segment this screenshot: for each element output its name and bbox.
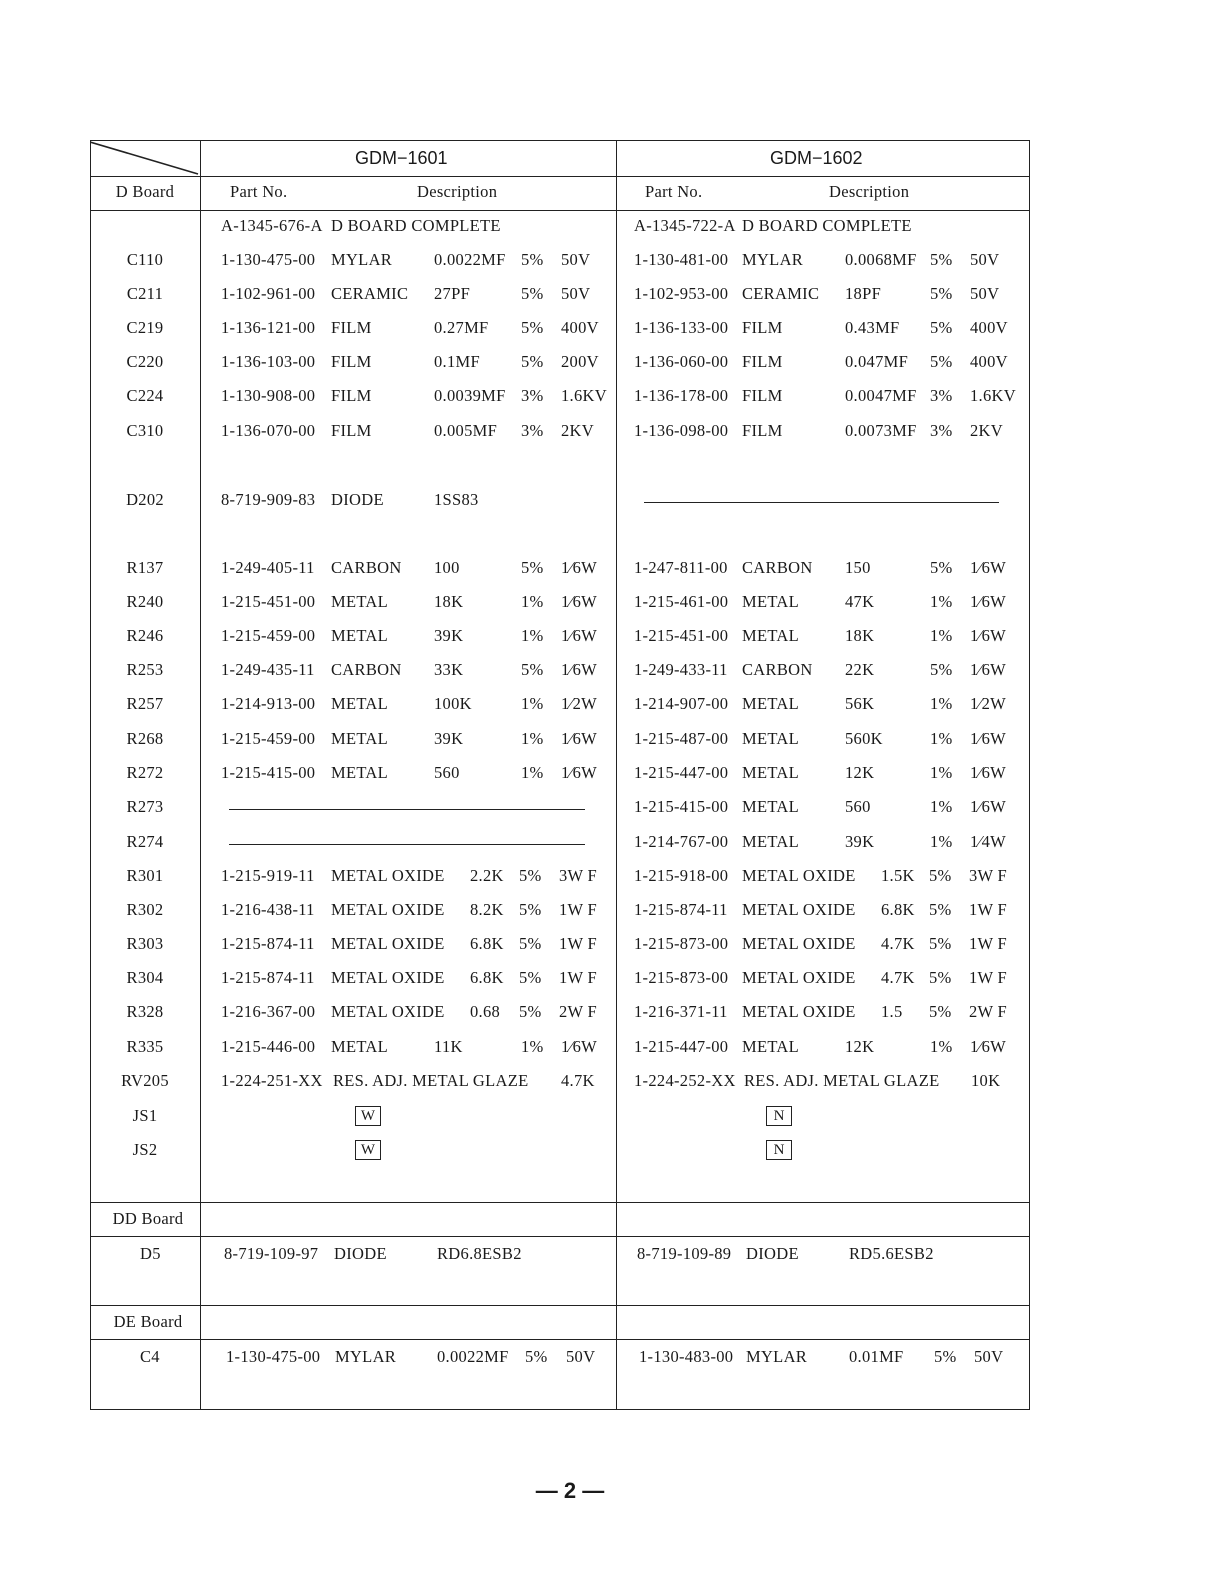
de-board-header-line: [90, 1339, 1030, 1340]
row-c219-rating-a: 400V: [561, 318, 599, 337]
row-c224-rating-a: 1.6KV: [561, 386, 607, 405]
row-r304-rating-b: 1W F: [969, 968, 1008, 987]
row-c219-type-a: FILM: [331, 318, 372, 337]
row-r240-ref: R240: [126, 592, 164, 611]
row-d202-value-a: 1SS83: [434, 490, 479, 509]
row-c4-value-a: 0.0022MF: [437, 1347, 509, 1366]
row-r257-tolerance-a: 1%: [521, 694, 544, 713]
row-r240-rating-a: 1⁄6W: [561, 592, 598, 611]
row-c211-part-no-b: 1-102-953-00: [634, 284, 729, 303]
row-c219-part-no-a: 1-136-121-00: [221, 318, 316, 337]
row-r246-ref: R246: [126, 626, 164, 645]
row-c219-rating-b: 400V: [970, 318, 1008, 337]
row-r304-rating-a: 1W F: [559, 968, 598, 987]
row-c310-value-a: 0.005MF: [434, 421, 498, 440]
row-r301-ref: R301: [126, 866, 164, 885]
row-d5-value-b: RD5.6ESB2: [849, 1244, 934, 1263]
row-r304-value-a: 6.8K: [470, 968, 504, 987]
row-r273-value-b: 560: [845, 797, 871, 816]
row-c211-type-b: CERAMIC: [742, 284, 820, 303]
row-r274-not-used-a: [229, 844, 585, 845]
row-r303-value-b: 4.7K: [881, 934, 915, 953]
row-r301-value-b: 1.5K: [881, 866, 915, 885]
row-r246-rating-b: 1⁄6W: [970, 626, 1007, 645]
row-r268-type-b: METAL: [742, 729, 800, 748]
row-r253-part-no-a: 1-249-435-11: [221, 660, 315, 679]
row-r335-part-no-b: 1-215-447-00: [634, 1037, 729, 1056]
row-r268-part-no-a: 1-215-459-00: [221, 729, 316, 748]
row-r137-type-a: CARBON: [331, 558, 402, 577]
row-complete-type-a: D BOARD COMPLETE: [331, 216, 501, 235]
row-c211-tolerance-a: 5%: [521, 284, 544, 303]
row-r303-rating-a: 1W F: [559, 934, 598, 953]
row-c220-rating-a: 200V: [561, 352, 599, 371]
row-r240-type-a: METAL: [331, 592, 389, 611]
row-c220-part-no-a: 1-136-103-00: [221, 352, 316, 371]
row-r240-value-b: 47K: [845, 592, 875, 611]
part-no-header-a: Part No.: [230, 182, 288, 201]
row-c310-type-b: FILM: [742, 421, 783, 440]
row-r303-tolerance-b: 5%: [929, 934, 952, 953]
corner-diagonal: [90, 140, 200, 176]
row-r335-rating-a: 1⁄6W: [561, 1037, 598, 1056]
row-c4-type-b: MYLAR: [746, 1347, 808, 1366]
row-r273-ref: R273: [126, 797, 164, 816]
row-r253-rating-a: 1⁄6W: [561, 660, 598, 679]
row-c4-tolerance-a: 5%: [525, 1347, 548, 1366]
row-js1-jumper-box-b: N: [766, 1106, 792, 1126]
row-r335-rating-b: 1⁄6W: [970, 1037, 1007, 1056]
row-c224-tolerance-a: 3%: [521, 386, 544, 405]
row-r335-tolerance-a: 1%: [521, 1037, 544, 1056]
row-r253-type-b: CARBON: [742, 660, 813, 679]
row-complete-type-b: D BOARD COMPLETE: [742, 216, 912, 235]
row-r137-rating-a: 1⁄6W: [561, 558, 598, 577]
row-r301-part-no-b: 1-215-918-00: [634, 866, 729, 885]
row-c220-ref: C220: [126, 352, 164, 371]
row-r137-rating-b: 1⁄6W: [970, 558, 1007, 577]
row-r304-ref: R304: [126, 968, 164, 987]
row-r137-ref: R137: [126, 558, 164, 577]
row-r302-type-a: METAL OXIDE: [331, 900, 445, 919]
row-r253-rating-b: 1⁄6W: [970, 660, 1007, 679]
row-r272-ref: R272: [126, 763, 164, 782]
row-r268-tolerance-a: 1%: [521, 729, 544, 748]
row-c224-value-a: 0.0039MF: [434, 386, 506, 405]
row-c310-tolerance-a: 3%: [521, 421, 544, 440]
row-r257-part-no-a: 1-214-913-00: [221, 694, 316, 713]
row-r274-rating-b: 1⁄4W: [970, 832, 1007, 851]
row-js2-jumper-box-b: N: [766, 1140, 792, 1160]
row-r328-ref: R328: [126, 1002, 164, 1021]
row-r253-type-a: CARBON: [331, 660, 402, 679]
row-c310-tolerance-b: 3%: [930, 421, 953, 440]
row-r240-part-no-a: 1-215-451-00: [221, 592, 316, 611]
row-r274-value-b: 39K: [845, 832, 875, 851]
row-r273-type-b: METAL: [742, 797, 800, 816]
description-header-b: Description: [829, 182, 910, 201]
row-r257-value-a: 100K: [434, 694, 472, 713]
row-d5-type-a: DIODE: [334, 1244, 387, 1263]
row-c219-part-no-b: 1-136-133-00: [634, 318, 729, 337]
row-r272-type-b: METAL: [742, 763, 800, 782]
row-r335-value-a: 11K: [434, 1037, 463, 1056]
row-r257-tolerance-b: 1%: [930, 694, 953, 713]
row-d202-part-no-a: 8-719-909-83: [221, 490, 316, 509]
row-c110-rating-a: 50V: [561, 250, 591, 269]
row-d5-value-a: RD6.8ESB2: [437, 1244, 522, 1263]
row-c4-part-no-a: 1-130-475-00: [226, 1347, 321, 1366]
row-r301-type-b: METAL OXIDE: [742, 866, 856, 885]
model-gdm-1602: GDM−1602: [770, 148, 863, 168]
row-r304-tolerance-a: 5%: [519, 968, 542, 987]
row-c219-ref: C219: [126, 318, 164, 337]
row-r335-tolerance-b: 1%: [930, 1037, 953, 1056]
row-rv205-part-no-b: 1-224-252-XX: [634, 1071, 736, 1090]
row-r303-rating-b: 1W F: [969, 934, 1008, 953]
row-r301-value-a: 2.2K: [470, 866, 504, 885]
row-r335-type-b: METAL: [742, 1037, 800, 1056]
model-column-divider: [616, 140, 617, 1410]
row-r302-type-b: METAL OXIDE: [742, 900, 856, 919]
row-d5-part-no-b: 8-719-109-89: [637, 1244, 732, 1263]
row-r335-ref: R335: [126, 1037, 164, 1056]
row-r272-part-no-a: 1-215-415-00: [221, 763, 316, 782]
description-header-a: Description: [417, 182, 498, 201]
row-d5-type-b: DIODE: [746, 1244, 799, 1263]
row-c224-type-b: FILM: [742, 386, 783, 405]
row-r240-part-no-b: 1-215-461-00: [634, 592, 729, 611]
row-r137-tolerance-a: 5%: [521, 558, 544, 577]
row-r257-type-a: METAL: [331, 694, 389, 713]
row-c4-ref: C4: [140, 1347, 160, 1366]
row-r302-tolerance-b: 5%: [929, 900, 952, 919]
row-c211-rating-b: 50V: [970, 284, 1000, 303]
row-c219-value-b: 0.43MF: [845, 318, 900, 337]
row-c211-tolerance-b: 5%: [930, 284, 953, 303]
model-header-line: [90, 176, 1030, 177]
row-r268-ref: R268: [126, 729, 164, 748]
de-board-top-line: [90, 1305, 1030, 1306]
dd-board-header-line: [90, 1236, 1030, 1237]
row-complete-part-no-b: A-1345-722-A: [634, 216, 736, 235]
row-r328-rating-a: 2W F: [559, 1002, 598, 1021]
row-r303-value-a: 6.8K: [470, 934, 504, 953]
row-r272-value-b: 12K: [845, 763, 875, 782]
row-r246-tolerance-a: 1%: [521, 626, 544, 645]
row-r246-value-a: 39K: [434, 626, 464, 645]
part-no-header-b: Part No.: [645, 182, 703, 201]
row-rv205-value-a: 4.7K: [561, 1071, 595, 1090]
row-c110-tolerance-a: 5%: [521, 250, 544, 269]
row-c4-tolerance-b: 5%: [934, 1347, 957, 1366]
row-c211-value-a: 27PF: [434, 284, 471, 303]
row-r274-part-no-b: 1-214-767-00: [634, 832, 729, 851]
row-r272-part-no-b: 1-215-447-00: [634, 763, 729, 782]
row-c110-value-b: 0.0068MF: [845, 250, 917, 269]
row-r303-part-no-b: 1-215-873-00: [634, 934, 729, 953]
row-c220-rating-b: 400V: [970, 352, 1008, 371]
row-r328-value-a: 0.68: [470, 1002, 501, 1021]
row-r301-rating-b: 3W F: [969, 866, 1008, 885]
row-r268-value-a: 39K: [434, 729, 464, 748]
row-r272-tolerance-a: 1%: [521, 763, 544, 782]
row-r137-part-no-a: 1-249-405-11: [221, 558, 315, 577]
row-c211-part-no-a: 1-102-961-00: [221, 284, 316, 303]
row-r302-ref: R302: [126, 900, 164, 919]
row-r304-value-b: 4.7K: [881, 968, 915, 987]
row-r268-tolerance-b: 1%: [930, 729, 953, 748]
dd-board-label: DD Board: [112, 1209, 184, 1228]
row-r268-rating-b: 1⁄6W: [970, 729, 1007, 748]
row-rv205-type-a: RES. ADJ. METAL GLAZE: [333, 1071, 529, 1090]
row-r328-rating-b: 2W F: [969, 1002, 1008, 1021]
row-r304-tolerance-b: 5%: [929, 968, 952, 987]
row-r303-part-no-a: 1-215-874-11: [221, 934, 315, 953]
row-c219-value-a: 0.27MF: [434, 318, 489, 337]
row-r272-rating-a: 1⁄6W: [561, 763, 598, 782]
row-r246-rating-a: 1⁄6W: [561, 626, 598, 645]
row-r137-tolerance-b: 5%: [930, 558, 953, 577]
row-r257-part-no-b: 1-214-907-00: [634, 694, 729, 713]
row-r272-type-a: METAL: [331, 763, 389, 782]
row-rv205-value-b: 10K: [971, 1071, 1001, 1090]
row-r301-type-a: METAL OXIDE: [331, 866, 445, 885]
row-c224-part-no-a: 1-130-908-00: [221, 386, 316, 405]
row-c110-rating-b: 50V: [970, 250, 1000, 269]
row-r302-rating-a: 1W F: [559, 900, 598, 919]
row-rv205-type-b: RES. ADJ. METAL GLAZE: [744, 1071, 940, 1090]
row-c110-part-no-a: 1-130-475-00: [221, 250, 316, 269]
row-r137-value-a: 100: [434, 558, 460, 577]
row-js2-jumper-box-a: W: [355, 1140, 381, 1160]
row-c310-rating-b: 2KV: [970, 421, 1003, 440]
row-c220-tolerance-a: 5%: [521, 352, 544, 371]
row-d5-ref: D5: [140, 1244, 161, 1263]
row-r253-part-no-b: 1-249-433-11: [634, 660, 728, 679]
row-r240-type-b: METAL: [742, 592, 800, 611]
row-r246-part-no-b: 1-215-451-00: [634, 626, 729, 645]
row-r273-not-used-a: [229, 809, 585, 810]
row-c310-part-no-a: 1-136-070-00: [221, 421, 316, 440]
board-header: D Board: [115, 182, 175, 201]
row-rv205-part-no-a: 1-224-251-XX: [221, 1071, 323, 1090]
row-c4-rating-b: 50V: [974, 1347, 1004, 1366]
row-r302-value-a: 8.2K: [470, 900, 504, 919]
row-r257-rating-a: 1⁄2W: [561, 694, 598, 713]
row-c211-type-a: CERAMIC: [331, 284, 409, 303]
row-r274-tolerance-b: 1%: [930, 832, 953, 851]
row-r246-value-b: 18K: [845, 626, 875, 645]
row-r137-value-b: 150: [845, 558, 871, 577]
row-r304-type-b: METAL OXIDE: [742, 968, 856, 987]
row-c219-tolerance-a: 5%: [521, 318, 544, 337]
row-c220-value-a: 0.1MF: [434, 352, 480, 371]
row-d202-ref: D202: [126, 490, 164, 509]
row-r328-type-a: METAL OXIDE: [331, 1002, 445, 1021]
row-r268-type-a: METAL: [331, 729, 389, 748]
row-r328-part-no-b: 1-216-371-11: [634, 1002, 728, 1021]
row-js1-ref: JS1: [132, 1106, 158, 1125]
row-c219-type-b: FILM: [742, 318, 783, 337]
row-r302-part-no-a: 1-216-438-11: [221, 900, 315, 919]
row-r253-value-b: 22K: [845, 660, 875, 679]
row-r257-value-b: 56K: [845, 694, 875, 713]
row-c310-type-a: FILM: [331, 421, 372, 440]
de-board-label: DE Board: [113, 1312, 183, 1331]
row-r137-part-no-b: 1-247-811-00: [634, 558, 728, 577]
row-r272-tolerance-b: 1%: [930, 763, 953, 782]
model-gdm-1601: GDM−1601: [355, 148, 448, 168]
row-r303-type-b: METAL OXIDE: [742, 934, 856, 953]
row-r273-tolerance-b: 1%: [930, 797, 953, 816]
row-r272-value-a: 560: [434, 763, 460, 782]
row-r303-ref: R303: [126, 934, 164, 953]
row-r302-value-b: 6.8K: [881, 900, 915, 919]
row-rv205-ref: RV205: [121, 1071, 169, 1090]
row-r274-ref: R274: [126, 832, 164, 851]
row-js1-jumper-box-a: W: [355, 1106, 381, 1126]
row-c4-value-b: 0.01MF: [849, 1347, 904, 1366]
row-r328-part-no-a: 1-216-367-00: [221, 1002, 316, 1021]
row-r257-ref: R257: [126, 694, 164, 713]
row-c219-tolerance-b: 5%: [930, 318, 953, 337]
row-r301-part-no-a: 1-215-919-11: [221, 866, 315, 885]
row-r335-type-a: METAL: [331, 1037, 389, 1056]
row-r304-part-no-b: 1-215-873-00: [634, 968, 729, 987]
row-r328-value-b: 1.5: [881, 1002, 903, 1021]
column-header-line: [90, 210, 1030, 211]
row-r253-value-a: 33K: [434, 660, 464, 679]
row-r253-tolerance-b: 5%: [930, 660, 953, 679]
row-r302-rating-b: 1W F: [969, 900, 1008, 919]
row-r304-type-a: METAL OXIDE: [331, 968, 445, 987]
row-r246-tolerance-b: 1%: [930, 626, 953, 645]
row-r273-part-no-b: 1-215-415-00: [634, 797, 729, 816]
row-r268-value-b: 560K: [845, 729, 883, 748]
row-r328-tolerance-a: 5%: [519, 1002, 542, 1021]
row-c110-type-b: MYLAR: [742, 250, 804, 269]
row-c224-part-no-b: 1-136-178-00: [634, 386, 729, 405]
row-c224-type-a: FILM: [331, 386, 372, 405]
row-c224-value-b: 0.0047MF: [845, 386, 917, 405]
row-d202-not-used-b: [644, 502, 999, 503]
row-r301-rating-a: 3W F: [559, 866, 598, 885]
row-r303-tolerance-a: 5%: [519, 934, 542, 953]
row-c220-part-no-b: 1-136-060-00: [634, 352, 729, 371]
row-r335-value-b: 12K: [845, 1037, 875, 1056]
row-r301-tolerance-b: 5%: [929, 866, 952, 885]
row-r301-tolerance-a: 5%: [519, 866, 542, 885]
row-r240-value-a: 18K: [434, 592, 464, 611]
row-r253-tolerance-a: 5%: [521, 660, 544, 679]
row-r272-rating-b: 1⁄6W: [970, 763, 1007, 782]
row-r273-rating-b: 1⁄6W: [970, 797, 1007, 816]
row-r246-type-b: METAL: [742, 626, 800, 645]
row-c110-tolerance-b: 5%: [930, 250, 953, 269]
row-c220-value-b: 0.047MF: [845, 352, 909, 371]
row-c4-rating-a: 50V: [566, 1347, 596, 1366]
row-r274-type-b: METAL: [742, 832, 800, 851]
row-r328-type-b: METAL OXIDE: [742, 1002, 856, 1021]
row-r246-type-a: METAL: [331, 626, 389, 645]
dd-board-top-line: [90, 1202, 1030, 1203]
row-r246-part-no-a: 1-215-459-00: [221, 626, 316, 645]
row-c4-part-no-b: 1-130-483-00: [639, 1347, 734, 1366]
row-r268-rating-a: 1⁄6W: [561, 729, 598, 748]
row-c310-rating-a: 2KV: [561, 421, 594, 440]
row-r302-part-no-b: 1-215-874-11: [634, 900, 728, 919]
row-r253-ref: R253: [126, 660, 164, 679]
row-r257-rating-b: 1⁄2W: [970, 694, 1007, 713]
row-complete-part-no-a: A-1345-676-A: [221, 216, 323, 235]
row-d5-part-no-a: 8-719-109-97: [224, 1244, 319, 1263]
row-c224-ref: C224: [126, 386, 164, 405]
row-c110-value-a: 0.0022MF: [434, 250, 506, 269]
row-c310-value-b: 0.0073MF: [845, 421, 917, 440]
row-c310-ref: C310: [126, 421, 164, 440]
row-r303-type-a: METAL OXIDE: [331, 934, 445, 953]
row-r268-part-no-b: 1-215-487-00: [634, 729, 729, 748]
row-js2-ref: JS2: [132, 1140, 158, 1159]
row-r240-tolerance-b: 1%: [930, 592, 953, 611]
row-c211-ref: C211: [126, 284, 164, 303]
row-c4-type-a: MYLAR: [335, 1347, 397, 1366]
page-number: — 2 —: [535, 1478, 605, 1503]
row-r328-tolerance-b: 5%: [929, 1002, 952, 1021]
row-d202-type-a: DIODE: [331, 490, 384, 509]
row-c211-rating-a: 50V: [561, 284, 591, 303]
row-c110-part-no-b: 1-130-481-00: [634, 250, 729, 269]
row-c220-type-a: FILM: [331, 352, 372, 371]
row-r137-type-b: CARBON: [742, 558, 813, 577]
row-c110-ref: C110: [126, 250, 164, 269]
row-c220-type-b: FILM: [742, 352, 783, 371]
row-c220-tolerance-b: 5%: [930, 352, 953, 371]
row-r240-tolerance-a: 1%: [521, 592, 544, 611]
row-r304-part-no-a: 1-215-874-11: [221, 968, 315, 987]
row-c224-tolerance-b: 3%: [930, 386, 953, 405]
row-c310-part-no-b: 1-136-098-00: [634, 421, 729, 440]
row-c224-rating-b: 1.6KV: [970, 386, 1016, 405]
row-c110-type-a: MYLAR: [331, 250, 393, 269]
row-c211-value-b: 18PF: [845, 284, 882, 303]
row-r335-part-no-a: 1-215-446-00: [221, 1037, 316, 1056]
row-r257-type-b: METAL: [742, 694, 800, 713]
row-r302-tolerance-a: 5%: [519, 900, 542, 919]
row-r240-rating-b: 1⁄6W: [970, 592, 1007, 611]
